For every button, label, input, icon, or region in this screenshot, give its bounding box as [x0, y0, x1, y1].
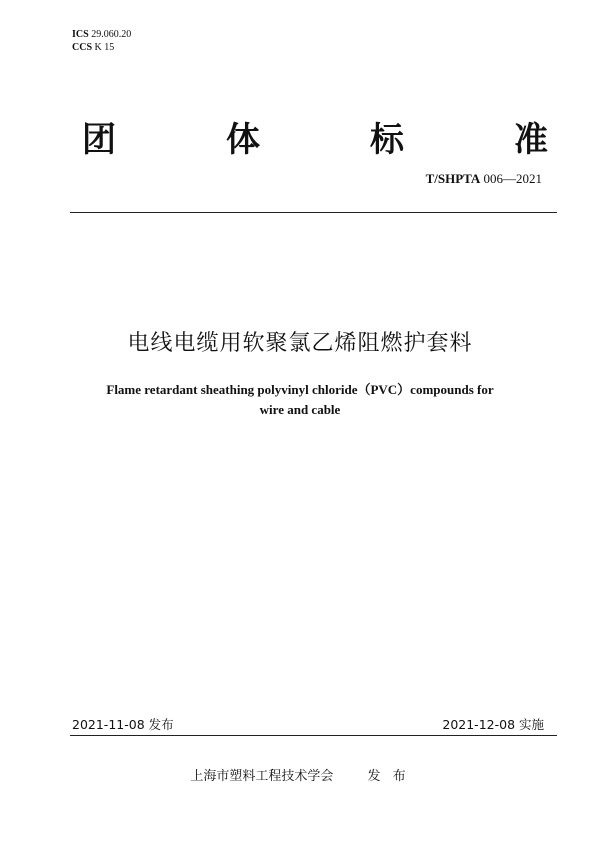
ics-label: ICS [72, 29, 89, 40]
header-divider [70, 212, 557, 213]
ccs-label: CCS [72, 42, 93, 53]
standard-type-char: 准 [514, 120, 548, 160]
footer-divider [70, 735, 557, 736]
english-title-line-1: Flame retardant sheathing polyvinyl chloride（PVC）compounds for [106, 382, 494, 397]
publisher-line [0, 765, 600, 784]
chinese-title: 电线电缆用软聚氯乙烯阻燃护套料 [127, 331, 473, 356]
standard-type-char: 标 [370, 120, 404, 160]
publisher-name: 上海市塑料工程技术学会 [190, 769, 334, 784]
ics-classification [72, 29, 131, 41]
ccs-code: K 15 [94, 42, 115, 53]
publisher-suffix: 发 布 [367, 769, 410, 784]
standard-number-prefix: T/SHPTA [425, 171, 481, 186]
standard-number-value: 006—2021 [483, 171, 542, 186]
ics-code: 29.060.20 [91, 29, 132, 40]
english-title [0, 380, 600, 420]
english-title-line-2: wire and cable [259, 402, 341, 417]
publish-date: 2021-11-08 发布 [72, 717, 174, 732]
standard-type-heading [82, 112, 548, 161]
standard-number [426, 171, 542, 187]
ccs-classification [72, 42, 114, 54]
standard-type-char: 体 [226, 120, 260, 160]
standard-type-char: 团 [82, 120, 116, 160]
implement-date: 2021-12-08 实施 [442, 717, 544, 732]
